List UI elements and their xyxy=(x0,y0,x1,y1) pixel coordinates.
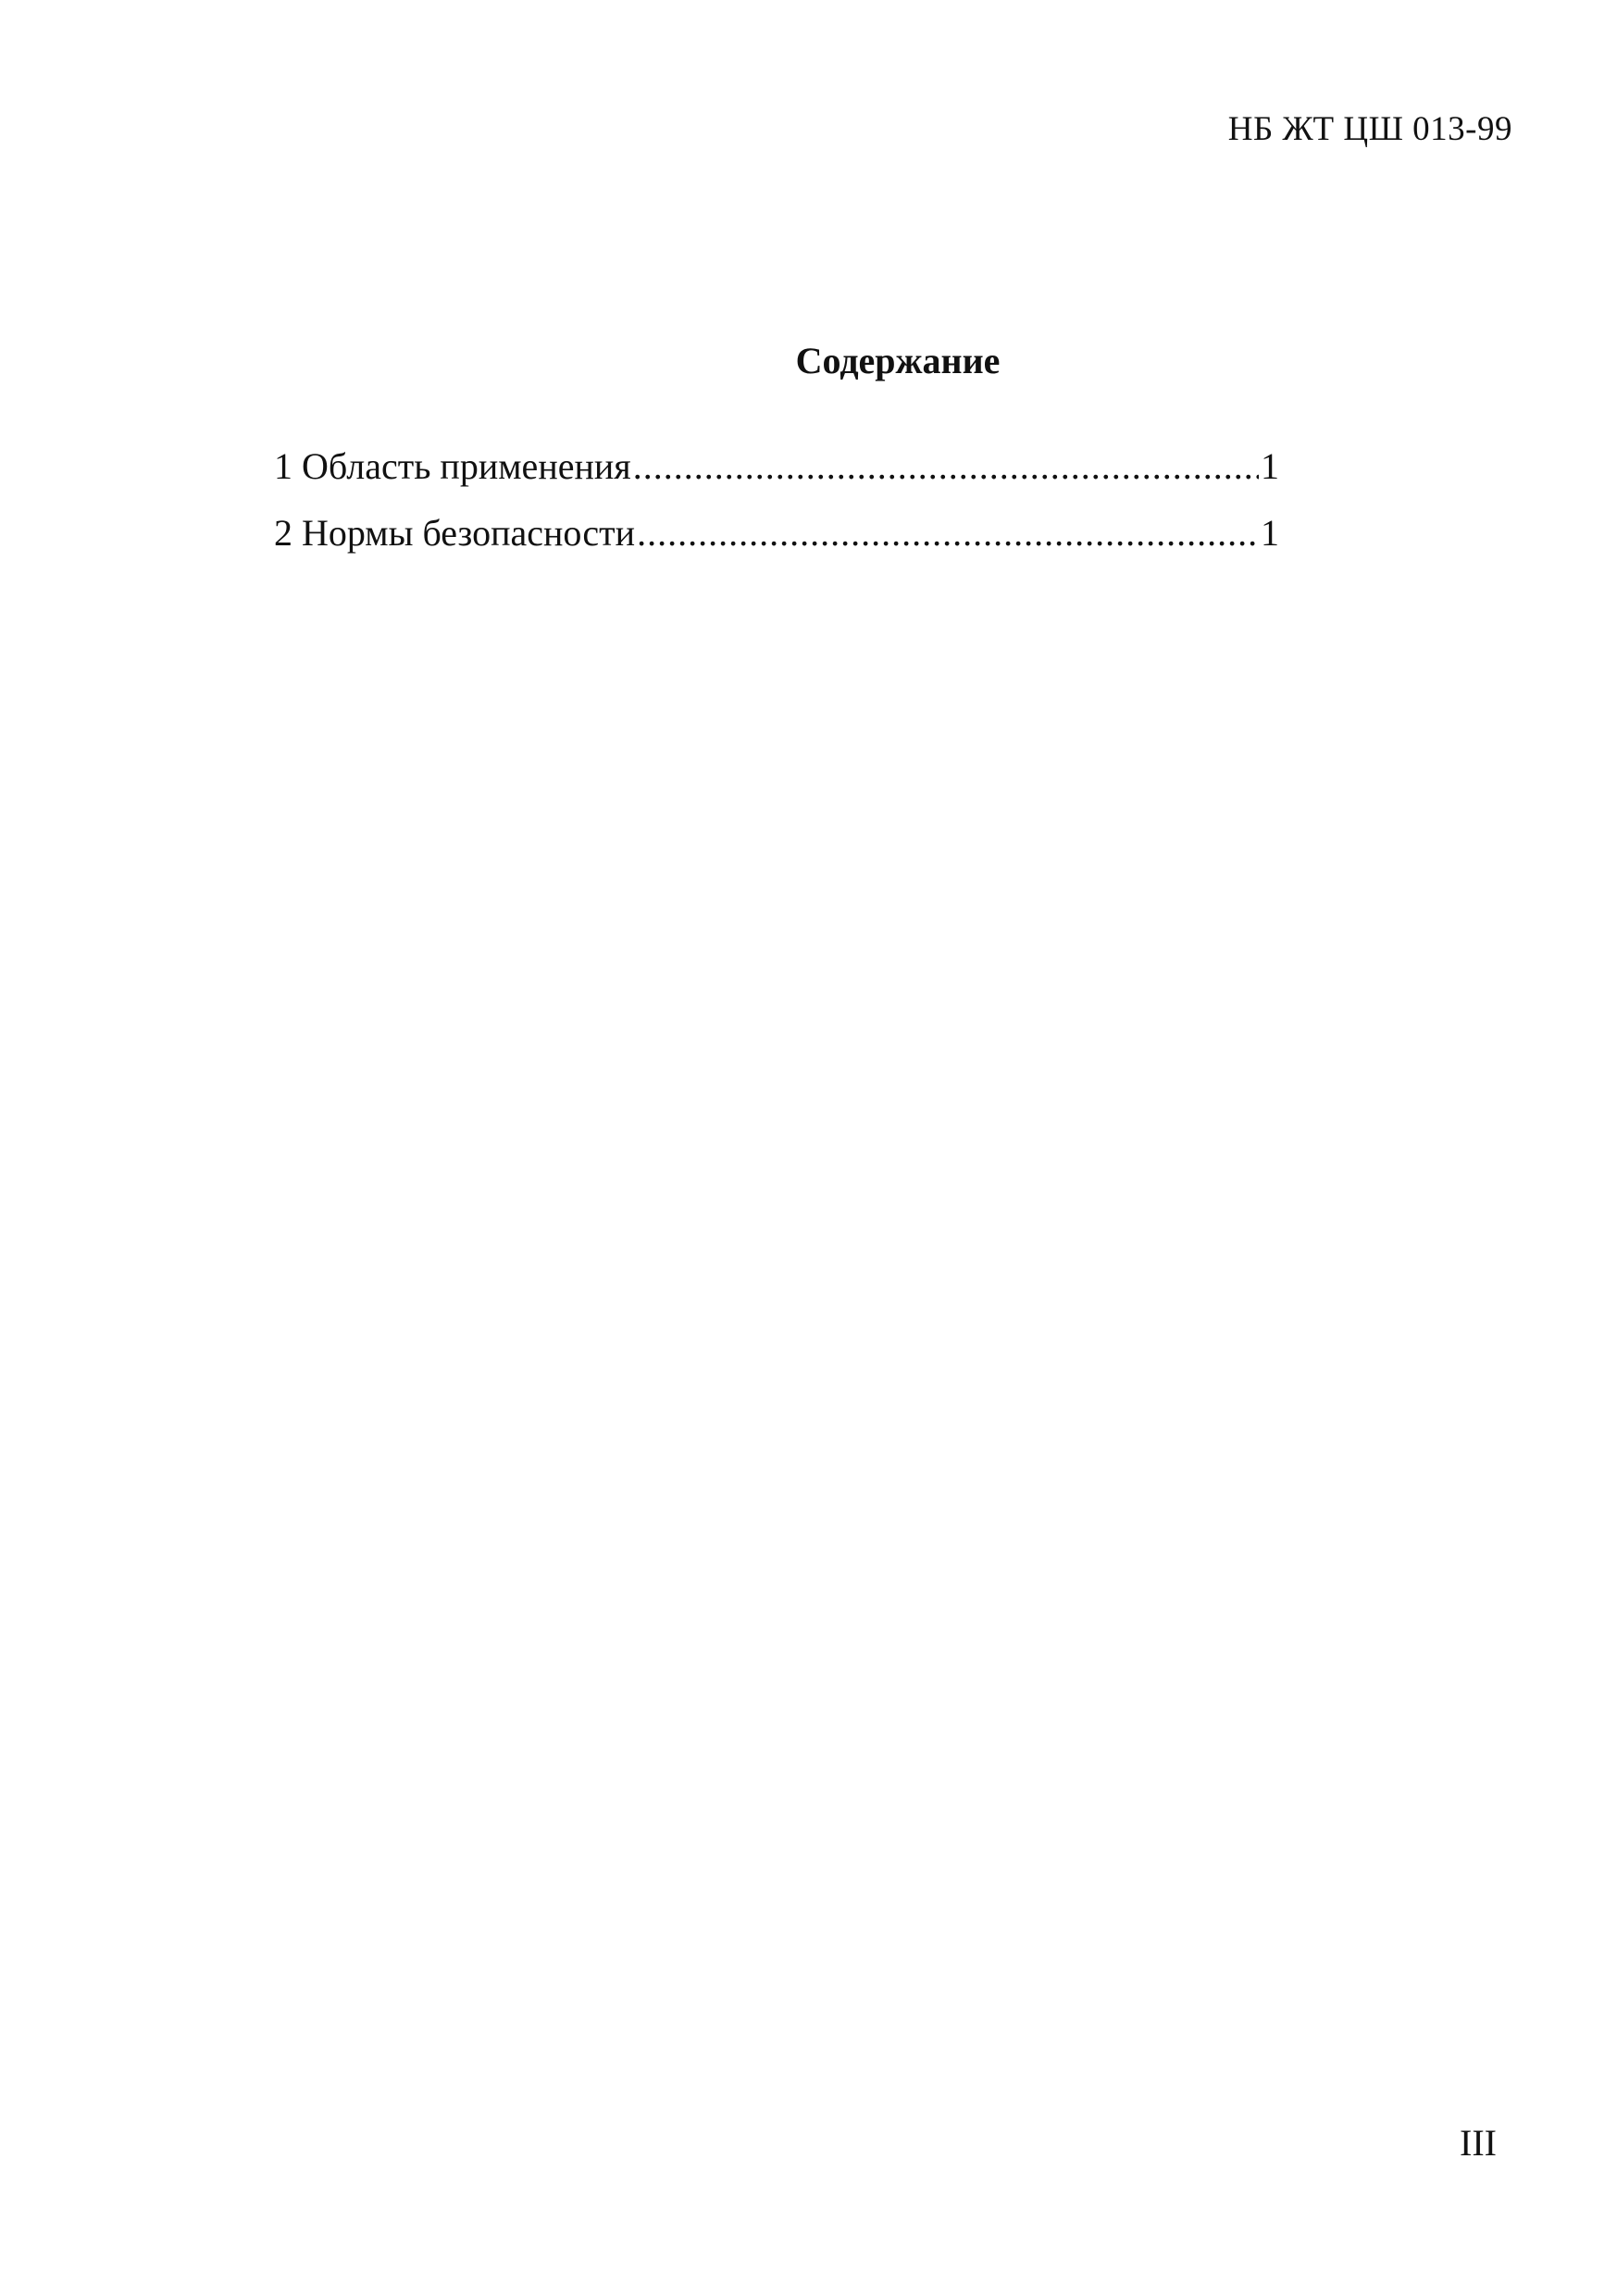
toc-entry-label: 2 Нормы безопасности xyxy=(274,512,636,554)
toc-entry-label: 1 Область применения xyxy=(274,445,631,487)
toc-list xyxy=(274,433,1279,567)
toc-entry[interactable] xyxy=(274,433,1279,500)
dot-leader xyxy=(637,500,1259,567)
dot-leader xyxy=(633,433,1259,500)
toc-entry-page: 1 xyxy=(1261,445,1279,487)
page-number: III xyxy=(1460,2122,1497,2164)
toc-title: Содержание xyxy=(795,340,1001,381)
toc-entry[interactable] xyxy=(274,500,1279,567)
document-code: НБ ЖТ ЦШ 013-99 xyxy=(1227,110,1512,148)
toc-entry-page: 1 xyxy=(1261,512,1279,554)
